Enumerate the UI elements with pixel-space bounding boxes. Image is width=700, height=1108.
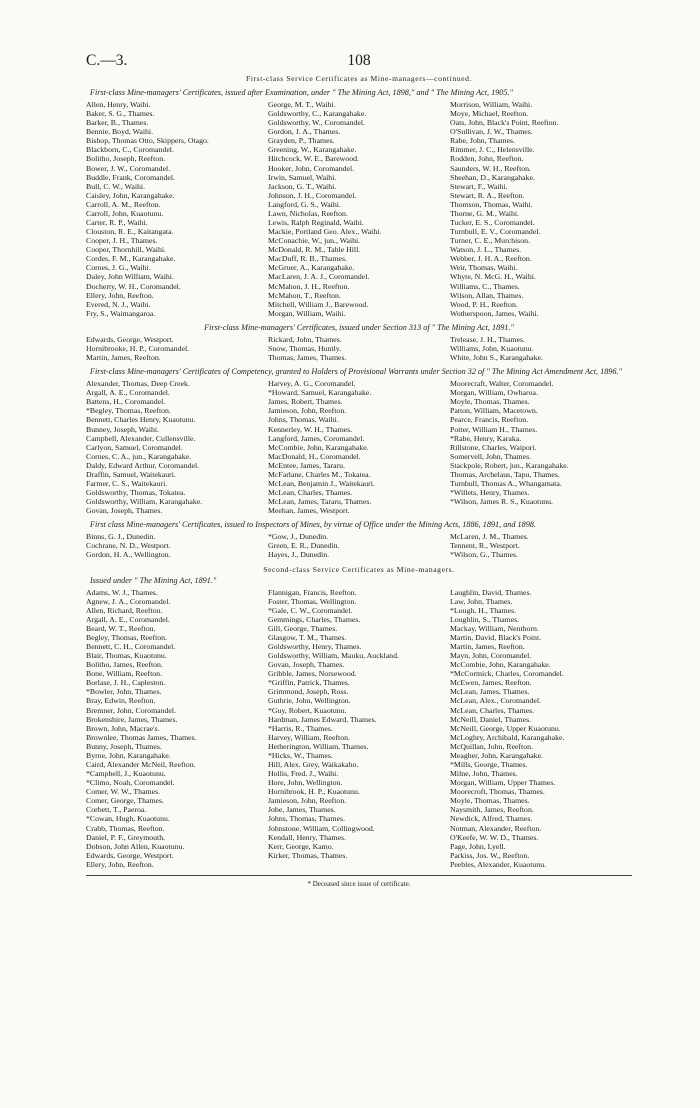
name-columns (86, 335, 632, 362)
certificate-holder-entry: Thomson, Thomas, Waihi. (450, 199, 533, 209)
certificate-holder-entry: Hardman, James Edward, Thames. (268, 714, 377, 724)
certificate-holder-entry: *Griffin, Patrick, Thames. (268, 678, 350, 688)
certificate-holder-entry: Goldsworthy, Thomas, Tokatea. (86, 488, 186, 498)
name-column (86, 379, 268, 515)
certificate-holder-entry: Campbell, Alexander, Cullensville. (86, 433, 196, 443)
certificate-holder-entry: Greening, W., Karangahake. (268, 145, 357, 155)
certificate-holder-entry: Guthrie, John, Wellington. (268, 696, 351, 706)
certificate-holder-entry: Johnstone, William, Collingwood. (268, 823, 375, 833)
certificate-holder-entry: Hore, John, Wellington. (268, 778, 343, 788)
certificate-holder-entry: Jobe, James, Thames. (268, 805, 336, 815)
certificate-holder-entry: Thomas, Archelaus, Tapu, Thames. (450, 469, 560, 479)
certificate-holder-entry: Grimmond, Joseph, Ross. (268, 687, 349, 697)
certificate-holder-entry: Goldsworthy, William, Karangahake. (86, 497, 203, 507)
certificate-holder-entry: Watson, J. L., Thames. (450, 245, 522, 255)
certificate-holder-entry: *McCormick, Charles, Coromandel. (450, 669, 564, 679)
certificate-holder-entry: Moorecroft, Thomas, Thames. (450, 787, 545, 797)
certificate-holder-entry: McCombie, John, Karangahake. (268, 442, 369, 452)
certificate-holder-entry: Langford, James, Coromandel. (268, 433, 365, 443)
certificate-holder-entry: Hornibrook, H. P., Kuaotunu. (268, 787, 360, 797)
certificate-holder-entry: McFarlane, Charles M., Tokatea. (268, 469, 371, 479)
certificate-holder-entry: Sheehan, D., Karangahake. (450, 172, 535, 182)
certificate-holder-entry: Tucker, E. S., Coromandel. (450, 218, 535, 228)
certificate-holder-entry: Hollis, Fred. J., Waihi. (268, 769, 339, 779)
certificate-holder-entry: Stewart, F., Waihi. (450, 181, 508, 191)
certificate-holder-entry: Thomas, James, Thames. (268, 353, 347, 363)
certificate-holder-entry: Oats, John, Black's Point, Reefton. (450, 118, 559, 128)
name-columns (86, 379, 632, 515)
certificate-holder-entry: Rabe, John, Thames. (450, 136, 516, 146)
certificate-holder-entry: McEntee, James, Tararu. (268, 460, 346, 470)
certificate-holder-entry: Mitchell, William J., Barewood. (268, 299, 369, 309)
certificate-holder-entry: Kennerley, W. H., Thames. (268, 424, 353, 434)
certificate-holder-entry: Bunney, Joseph, Waihi. (86, 424, 160, 434)
certificate-holder-entry: McNeill, Daniel, Thames. (450, 714, 532, 724)
certificate-holder-entry: Byrne, John, Karangahake. (86, 750, 171, 760)
certificate-holder-entry: Martin, David, Black's Point. (450, 632, 542, 642)
certificate-holder-entry: McLean, James, Tararu, Thames. (268, 497, 372, 507)
certificate-holder-entry: Notman, Alexander, Reefton. (450, 823, 542, 833)
certificate-holder-entry: Grayden, P., Thames. (268, 136, 335, 146)
certificate-holder-entry: Comer, George, Thames. (86, 796, 164, 806)
certificate-holder-entry: Alexander, Thomas, Deep Creek. (86, 379, 190, 389)
certificate-holder-entry: Moye, Michael, Reefton. (450, 109, 529, 119)
document-page (86, 52, 632, 888)
certificate-holder-entry: Bone, William, Reefton. (86, 669, 162, 679)
certificate-holder-entry: Borlase, J. H., Capleston. (86, 678, 166, 688)
certificate-holder-entry: Morgan, William, Upper Thames. (450, 778, 556, 788)
certificate-holder-entry: Gordon, J. A., Thames. (268, 127, 341, 137)
certificate-holder-entry: Rodden, John, Reefton. (450, 154, 524, 164)
certificate-holder-entry: Turnbull, Thomas A., Whangamata. (450, 478, 562, 488)
certificate-holder-entry: Thorne, G. M., Waihi. (450, 208, 519, 218)
certificate-holder-entry: Bremner, John, Coromandel. (86, 705, 176, 715)
certificate-holder-entry: Harvey, William, Reefton. (268, 732, 350, 742)
certificate-holder-entry: Webber, J. H. A., Reefton. (450, 254, 532, 264)
section-heading: First-class Mine-managers' Certificates, issued after Examination, under " The Mining Act, 1898," and " The Mining Act, 1905." (90, 88, 513, 97)
certificate-holder-entry: Goldsworthy, William, Mauku, Auckland. (268, 651, 399, 661)
name-column (268, 532, 450, 559)
certificate-holder-entry: *Mills, George, Thames. (450, 760, 528, 769)
certificate-holder-entry: Meagher, John, Karangahake. (450, 750, 543, 760)
certificate-holder-entry: Rimmer, J. C., Helensville. (450, 145, 535, 155)
certificate-holder-entry: Stewart, R. A., Reefton. (450, 190, 525, 200)
certificate-holder-entry: O'Sullivan, J. W., Thames. (450, 127, 533, 137)
certificate-holder-entry: *Climo, Noah, Coromandel. (86, 778, 175, 788)
certificate-holder-entry: Stackpole, Robert, jun., Karangahake. (450, 460, 569, 470)
section-heading: First-class Mine-managers' Certificates, issued under Section 313 of " The Mining Act, 1891." (204, 322, 514, 332)
name-column (450, 532, 632, 559)
certificate-holder-entry: Page, John, Lyell. (450, 841, 506, 851)
certificate-holder-entry: MacDonald, H., Coromandel. (268, 451, 361, 461)
certificate-holder-entry: MacDuff, R. B., Thames. (268, 254, 347, 264)
certificate-holder-entry: Mackay, William, Nenthorn. (450, 623, 539, 633)
certificate-holder-entry: Caird, Alexander McNeil, Reefton. (86, 760, 196, 769)
certificate-holder-entry: Whyte, N. McG. H., Waihi. (450, 272, 536, 282)
certificate-holder-entry: Draffin, Samuel, Waitekauri. (86, 469, 176, 479)
name-column (268, 335, 450, 362)
certificate-holder-entry: Trelease, J. H., Thames. (450, 334, 525, 344)
certificate-holder-entry: Clouston, R. E., Kaitangata. (86, 227, 174, 237)
certificate-holder-entry: Newdick, Alfred, Thames. (450, 814, 533, 824)
certificate-holder-entry: White, John S., Karangahake. (450, 353, 543, 363)
certificate-holder-entry: Jackson, G. T., Waihi. (268, 181, 337, 191)
certificate-holder-entry: Irwin, Samuel, Waihi. (268, 172, 337, 182)
certificate-holder-entry: Goldsworthy, C., Karangahake. (268, 109, 367, 119)
certificate-holder-entry: Turner, C. E., Murchison. (450, 236, 530, 246)
certificate-holder-entry: McNeill, George, Upper Kuaotunu. (450, 723, 561, 733)
certificate-holder-entry: Edwards, George, Westport. (86, 334, 174, 344)
certificate-holder-entry: Daldy, Edward Arthur, Coromandel. (86, 460, 200, 470)
certificate-holder-entry: Cornes, J. G., Waihi. (86, 263, 151, 273)
certificate-holder-entry: Bennie, Boyd, Waihi. (86, 127, 154, 137)
certificate-holder-entry: McConachie, W., jun., Waihi. (268, 236, 361, 246)
certificate-holder-entry: Blair, Thomas, Kuaotunu. (86, 651, 167, 661)
name-column (86, 100, 268, 318)
certificate-holder-entry: Brown, John, Macrae's. (86, 723, 160, 733)
certificate-holder-entry: Battens, H., Coromandel. (86, 397, 166, 407)
certificate-holder-entry: Cochrane, N. D., Westport. (86, 541, 171, 551)
certificate-holder-entry: Williams, John, Kuaotunu. (450, 343, 534, 353)
certificate-holder-entry: Bull, C. W., Waihi. (86, 181, 146, 191)
certificate-holder-entry: Argall, A. E., Coromandel. (86, 388, 170, 398)
certificate-holder-entry: Moyle, Thomas, Thames. (450, 796, 530, 806)
section-title: Second-class Service Certificates as Mine-managers. (263, 564, 455, 574)
certificate-holder-entry: Beard, W. T., Reefton. (86, 623, 156, 633)
certificate-holder-entry: Carroll, A. M., Reefton. (86, 199, 161, 209)
name-column (268, 588, 450, 869)
certificate-holder-entry: Rillstone, Charles, Waipori. (450, 442, 537, 452)
certificate-holder-entry: Rickard, John, Thames. (268, 334, 342, 344)
certificate-holder-entry: Kerr, George, Kamo. (268, 841, 334, 851)
certificate-section (86, 323, 632, 362)
certificate-holder-entry: *Begley, Thomas, Reefton. (86, 406, 171, 416)
certificate-holder-entry: Jamieson, John, Reefton. (268, 406, 347, 416)
certificate-holder-entry: Goldsworthy, W., Coromandel. (268, 118, 365, 128)
certificate-holder-entry: Gribble, James, Norsewood. (268, 669, 357, 679)
certificate-holder-entry: Johns, Thomas, Waihi. (268, 415, 339, 425)
certificate-holder-entry: Jamieson, John, Reefton. (268, 796, 347, 806)
certificate-holder-entry: Morgan, William, Owharoa. (450, 388, 538, 398)
certificate-section (86, 520, 632, 559)
certificate-holder-entry: McDonald, R. M., Table Hill. (268, 245, 361, 255)
certificate-holder-entry: McLean, Benjamin J., Waitekauri. (268, 478, 375, 488)
certificate-holder-entry: *Rabe, Henry, Karaka. (450, 433, 522, 443)
certificate-holder-entry: Bray, Edwin, Reefton. (86, 696, 156, 706)
certificate-holder-entry: Bunny, Joseph, Thames. (86, 741, 162, 751)
certificate-holder-entry: Johnson, J. H., Coromandel. (268, 190, 357, 200)
certificate-holder-entry: McLean, James, Thames. (450, 687, 530, 697)
certificate-holder-entry: Wood, P. H., Reefton. (450, 299, 518, 309)
certificate-holder-entry: Pearce, Francis, Reefton. (450, 415, 529, 425)
name-column (268, 100, 450, 318)
certificate-holder-entry: *Gale, C. W., Coromandel. (268, 605, 353, 615)
certificate-holder-entry: *Willets, Henry, Thames. (450, 488, 530, 498)
certificate-holder-entry: Allen, Henry, Waihi. (86, 100, 151, 109)
section-heading: First-class Mine-managers' Certificates of Competency, granted to Holders of Provisional Warrants under Section 32 of " The Mining Act Amendment Act, 1896." (90, 367, 622, 377)
certificate-holder-entry: Farmer, C. S., Waitekauri. (86, 478, 168, 488)
name-column (86, 335, 268, 362)
certificate-holder-entry: McLoghry, Archibald, Karangahake. (450, 732, 565, 742)
certificate-holder-entry: Weir, Thomas, Waihi. (450, 263, 518, 273)
certificate-holder-entry: Green, E. R., Dunedin. (268, 541, 340, 551)
certificate-holder-entry: Bolitho, Joseph, Reefton. (86, 154, 166, 164)
certificate-holder-entry: Meehan, James, Westport. (268, 506, 350, 516)
certificate-holder-entry: Bolitho, James, Reefton. (86, 660, 163, 670)
certificate-holder-entry: Brownlee, Thomas James, Thames. (86, 732, 197, 742)
certificate-holder-entry: MacLaren, J. A. J., Coromandel. (268, 272, 370, 282)
certificate-holder-entry: Crabb, Thomas, Reefton. (86, 823, 165, 833)
certificate-holder-entry: Flannigan, Francis, Reefton. (268, 587, 357, 597)
certificate-holder-entry: Carter, R. P., Waihi. (86, 218, 148, 228)
certificate-holder-entry: Fry, S., Waimangaroa. (86, 308, 156, 318)
certificate-holder-entry: Caisley, John, Karangahake. (86, 190, 175, 200)
certificate-holder-entry: O'Keefe, W. W. D., Thames. (450, 832, 539, 842)
certificate-holder-entry: Somervell, John, Thames. (450, 451, 532, 461)
certificate-holder-entry: Govan, Joseph, Thames. (86, 506, 163, 516)
certificate-holder-entry: Bennett, Charles Henry, Kuaotunu. (86, 415, 196, 425)
certificate-holder-entry: Martin, James, Reefton. (86, 353, 161, 363)
name-column (268, 379, 450, 515)
certificate-holder-entry: Turnbull, E. V., Coromandel. (450, 227, 541, 237)
certificate-section (86, 565, 632, 869)
certificate-holder-entry: McGruer, A., Karangahake. (268, 263, 355, 273)
certificate-holder-entry: *Harris, R., Thames. (268, 723, 333, 733)
certificate-holder-entry: Mackie, Portland Geo. Alex., Waihi. (268, 227, 382, 237)
certificate-holder-entry: Buddle, Frank, Coromandel. (86, 172, 176, 182)
certificate-holder-entry: Govan, Joseph, Thames. (268, 660, 345, 670)
certificate-holder-entry: Adams, W. J., Thames. (86, 587, 158, 597)
certificate-holder-entry: Kendall, Henry, Thames. (268, 832, 346, 842)
certificate-holder-entry: Loughlin, S., Thames. (450, 614, 520, 624)
certificate-holder-entry: McMahon, J. H., Reefton. (268, 281, 350, 291)
certificate-holder-entry: Dobson, John Allen, Kuaotunu. (86, 841, 185, 851)
certificate-holder-entry: Gill, George, Thames. (268, 623, 338, 633)
certificate-holder-entry: Hooker, John, Coromandel. (268, 163, 355, 173)
name-column (450, 335, 632, 362)
certificate-holder-entry: Comer, W. W., Thames. (86, 787, 161, 797)
certificate-holder-entry: Naysmith, James, Reefton. (450, 805, 534, 815)
certificate-holder-entry: Saunders, W. H., Reefton. (450, 163, 531, 173)
certificate-holder-entry: Binns, G. J., Dunedin. (86, 532, 156, 542)
name-columns (86, 532, 632, 559)
certificate-holder-entry: Gemmings, Charles, Thames. (268, 614, 361, 624)
section-heading: First class Mine-managers' Certificates, issued to Inspectors of Mines, by virtue of Office under the Mining Acts, 1886, 1891, and 1898. (90, 520, 536, 530)
certificate-holder-entry: Foster, Thomas, Wellington. (268, 596, 357, 606)
certificate-holder-entry: *Wilson, James R. S., Kuaotunu. (450, 497, 553, 507)
certificate-holder-entry: Langford, G. S., Waihi. (268, 199, 341, 209)
certificate-holder-entry: McQuillan, John, Reefton. (450, 741, 533, 751)
certificate-holder-entry: Baker, S. G., Thames. (86, 109, 155, 119)
certificate-holder-entry: Evered, N. J., Waihi. (86, 299, 151, 309)
certificate-holder-entry: Tennent, R., Westport. (450, 541, 520, 551)
certificate-holder-entry: Williams, C., Thames. (450, 281, 520, 291)
certificate-holder-entry: Potter, William H., Thames. (450, 424, 538, 434)
certificate-holder-entry: *Hicks, W., Thames. (268, 750, 333, 760)
certificate-holder-entry: *Lough, H., Thames. (450, 605, 517, 615)
name-columns (86, 100, 632, 318)
certificate-holder-entry: Bennett, C. H., Coromandel. (86, 641, 176, 651)
certificate-section (86, 367, 632, 515)
certificate-holder-entry: Laughlin, David, Thames. (450, 587, 532, 597)
footnote: * Deceased since issue of certificate. (86, 875, 632, 888)
certificate-holder-entry: Morgan, William, Waihi. (268, 308, 346, 318)
certificate-holder-entry: Ellery, John, Reefton. (86, 859, 154, 869)
certificate-holder-entry: Blackborn, C., Coromandel. (86, 145, 174, 155)
certificate-holder-entry: Cooper, J. H., Thames. (86, 236, 158, 246)
certificate-holder-entry: Wilson, Allan, Thames. (450, 290, 524, 300)
certificate-holder-entry: *Bowler, John, Thames. (86, 687, 162, 697)
certificate-holder-entry: Ellery, John, Reefton. (86, 290, 154, 300)
certificate-holder-entry: Glasgow, T. M., Thames. (268, 632, 347, 642)
certificate-holder-entry: Snow, Thomas, Huntly. (268, 343, 342, 353)
name-column (450, 100, 632, 318)
certificate-holder-entry: Mayn, John, Coromandel. (450, 651, 532, 661)
certificate-holder-entry: Johns, Thomas, Thames. (268, 814, 346, 824)
certificate-holder-entry: Wotherspoon, James, Waihi. (450, 308, 539, 318)
certificate-holder-entry: Allen, Richard, Reefton. (86, 605, 163, 615)
certificate-holder-entry: Hetherington, William, Thames. (268, 741, 369, 751)
certificate-holder-entry: Daniel, P. F., Greymouth. (86, 832, 166, 842)
certificate-holder-entry: Law, John, Thames. (450, 596, 513, 606)
certificate-holder-entry: Harvey, A. G., Coromandel. (268, 379, 356, 389)
certificate-holder-entry: Parkiss, Jos. W., Reefton. (450, 850, 530, 860)
certificate-holder-entry: Daley, John William, Waihi. (86, 272, 174, 282)
certificate-holder-entry: Begley, Thomas, Reefton. (86, 632, 167, 642)
certificate-holder-entry: Martin, James, Reefton. (450, 641, 525, 651)
page-title: First-class Service Certificates as Mine-managers—continued. (246, 74, 472, 83)
certificate-holder-entry: Carlyon, Samuel, Coromandel. (86, 442, 183, 452)
certificate-holder-entry: Agnew, J. A., Coromandel. (86, 596, 171, 606)
certificate-holder-entry: *Campbell, J., Kuaotunu. (86, 769, 166, 779)
certificate-holder-entry: Goldsworthy, Henry, Thames. (268, 641, 362, 651)
certificate-holder-entry: Morrison, William, Waihi. (450, 100, 533, 109)
certificate-holder-entry: McLean, Charles, Thames. (450, 705, 535, 715)
name-column (86, 532, 268, 559)
certificate-holder-entry: Barker, B., Thames. (86, 118, 149, 128)
certificate-holder-entry: Peebles, Alexander, Kuaotunu. (450, 859, 547, 869)
certificate-holder-entry: Hornibrooke, H. P., Coromandel. (86, 343, 190, 353)
certificate-holder-entry: Edwards, George, Westport. (86, 850, 174, 860)
certificate-holder-entry: Argall, A. E., Coromandel. (86, 614, 170, 624)
sections-container (86, 88, 632, 869)
certificate-holder-entry: Moorecraft, Walter, Coromandel. (450, 379, 554, 389)
certificate-holder-entry: McLean, Charles, Thames. (268, 488, 353, 498)
certificate-holder-entry: Carroll, John, Kuaotunu. (86, 208, 164, 218)
document-ref: C.—3. (86, 52, 128, 69)
page-number: 108 (347, 52, 371, 69)
certificate-holder-entry: Hitchcock, W. E., Barewood. (268, 154, 359, 164)
certificate-holder-entry: McMahon, T., Reefton. (268, 290, 341, 300)
certificate-holder-entry: *Wilson, G., Thames. (450, 550, 518, 560)
certificate-holder-entry: Cordes, F. M., Karangahake. (86, 254, 176, 264)
certificate-holder-entry: McLaren, J. M., Thames. (450, 532, 529, 542)
certificate-holder-entry: *Gow, J., Dunedin. (268, 532, 329, 542)
name-column (450, 379, 632, 515)
certificate-section (86, 88, 632, 318)
certificate-holder-entry: Hill, Alex. Grey, Waikakaho. (268, 760, 359, 769)
certificate-holder-entry: Lawn, Nicholas, Reefton. (268, 208, 348, 218)
certificate-holder-entry: Corbett, T., Paeroa. (86, 805, 147, 815)
name-column (450, 588, 632, 869)
page-header (86, 52, 632, 74)
certificate-holder-entry: Hayes, J., Dunedin. (268, 550, 330, 560)
certificate-holder-entry: Lewis, Ralph Reginald, Waihi. (268, 218, 364, 228)
certificate-holder-entry: *Cowan, Hugh, Kuaotunu. (86, 814, 170, 824)
certificate-holder-entry: Gordon, H. A., Wellington. (86, 550, 171, 560)
certificate-holder-entry: McEwen, James, Reefton. (450, 678, 532, 688)
certificate-holder-entry: McCombie, John, Karangahake. (450, 660, 551, 670)
certificate-holder-entry: Brokenshire, James, Thames. (86, 714, 178, 724)
certificate-holder-entry: Kirker, Thomas, Thames. (268, 850, 348, 860)
certificate-holder-entry: Cornes, C. A., jun., Karangahake. (86, 451, 192, 461)
name-column (86, 588, 268, 869)
certificate-holder-entry: *Guy, Robert, Kuaotunu. (268, 705, 347, 715)
certificate-holder-entry: Cooper, Thornhill, Waihi. (86, 245, 166, 255)
certificate-holder-entry: Moyle, Thomas, Thames. (450, 397, 530, 407)
certificate-holder-entry: Docherty, W. H., Coromandel. (86, 281, 181, 291)
certificate-holder-entry: *Howard, Samuel, Karangahake. (268, 388, 372, 398)
certificate-holder-entry: Patton, William, Macetown. (450, 406, 538, 416)
certificate-holder-entry: Bishop, Thomas Otto, Skippers, Otago. (86, 136, 209, 146)
name-columns (86, 588, 632, 869)
section-heading: Issued under " The Mining Act, 1891." (90, 575, 217, 585)
certificate-holder-entry: McLean, Alex., Coromandel. (450, 696, 541, 706)
certificate-holder-entry: George, M. T., Waihi. (268, 100, 336, 109)
certificate-holder-entry: James, Robert, Thames. (268, 397, 343, 407)
certificate-holder-entry: Bower, J. W., Coromandel. (86, 163, 171, 173)
certificate-holder-entry: Milne, John, Thames. (450, 769, 518, 779)
